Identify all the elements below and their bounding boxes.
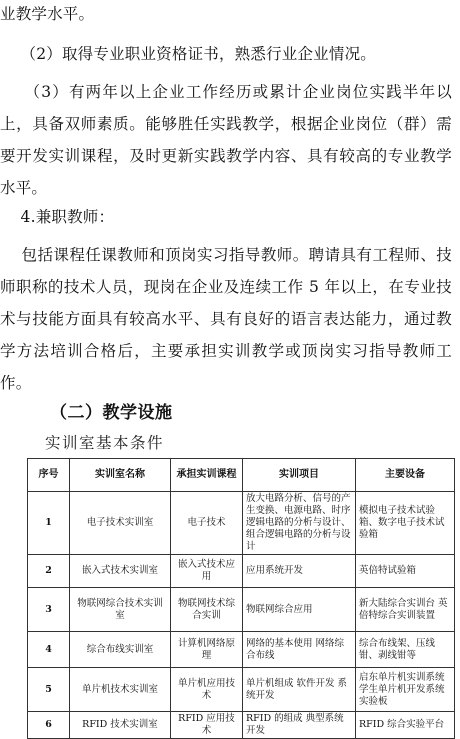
row-room: 单片机技术实训室 [70,668,171,712]
row-course: 计算机网络原理 [171,632,243,668]
row-room: 综合布线实训室 [70,632,171,668]
row-project: 单片机组成 软件开发 系统开发 [243,668,356,712]
row-no: 4 [28,632,70,668]
paragraph-item-2: （2）取得专业职业资格证书，熟悉行业企业情况。 [0,45,376,63]
table-row [28,712,455,739]
section-heading: （二）教学设施 [50,403,173,423]
row-course: RFID 应用技术 [171,712,243,739]
row-equipment: 综合布线架、压线钳、剥线钳等 [356,632,455,668]
table-caption: 实训室基本条件 [45,434,165,452]
header-course: 承担实训课程 [171,459,243,492]
row-room: 电子技术实训室 [70,492,171,555]
table-row [28,555,455,588]
row-no: 6 [28,712,70,739]
row-course: 电子技术 [171,492,243,555]
training-room-table [27,458,455,739]
table-row [28,668,455,712]
row-equipment: RFID 综合实验平台 [356,712,455,739]
row-room: 物联网综合技术实训室 [70,588,171,632]
row-equipment: 英倍特试验箱 [356,555,455,588]
table-row [28,588,455,632]
row-no: 5 [28,668,70,712]
row-project: 放大电路分析、信号的产生变换、电源电路、时序逻辑电路的分析与设计、组合逻辑电路的分析与设计 [243,492,356,555]
row-no: 1 [28,492,70,555]
row-equipment: 新大陆综合实训台 英倍特综合实训装置 [356,588,455,632]
row-equipment: 启东单片机实训系统 学生单片机开发系统实验板 [356,668,455,712]
row-room: 嵌入式技术实训室 [70,555,171,588]
row-no: 2 [28,555,70,588]
row-room: RFID 技术实训室 [70,712,171,739]
header-equipment: 主要设备 [356,459,455,492]
header-project: 实训项目 [243,459,356,492]
paragraph-item-3: （3）有两年以上企业工作经历或累计企业岗位实践半年以上，具备双师素质。能够胜任实践教学，根据企业岗位（群）需要开发实训课程，及时更新实践教学内容、具有较高的专业教学水平。 [0,83,452,197]
table-row [28,632,455,668]
row-course: 物联网技术综合实训 [171,588,243,632]
row-project: 应用系统开发 [243,555,356,588]
row-project: 物联网综合应用 [243,588,356,632]
row-equipment: 模拟电子技术试验箱、数字电子技术试验箱 [356,492,455,555]
header-no: 序号 [28,459,70,492]
paragraph-part-time-heading: 4.兼职教师： [0,208,115,226]
table-row [28,492,455,555]
table-header-row [28,459,455,492]
paragraph-part-time-body: 包括课程任课教师和顶岗实习指导教师。聘请具有工程师、技师职称的技术人员，现岗在企业及连续工作 5 年以上，在专业技术与技能方面具有较高水平、具有良好的语言表达能力，通过教学方法培训合格后，主要承担实训教学或顶岗实习指导教师工作。 [0,246,453,392]
paragraph-continuation: 业教学水平。 [0,5,95,23]
row-project: 网络的基本使用 网络综合布线 [243,632,356,668]
row-project: RFID 的组成 典型系统开发 [243,712,356,739]
row-course: 嵌入式技术应用 [171,555,243,588]
row-course: 单片机应用技术 [171,668,243,712]
row-no: 3 [28,588,70,632]
header-room: 实训室名称 [70,459,171,492]
